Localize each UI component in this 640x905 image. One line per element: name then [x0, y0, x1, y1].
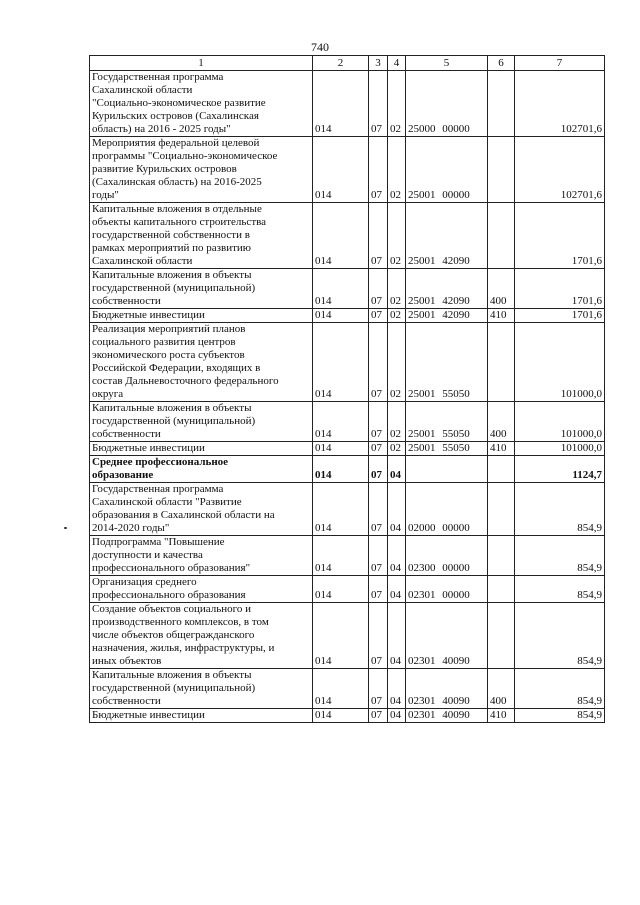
subsection-code-cell: 02: [388, 203, 406, 269]
column-header: 7: [515, 56, 605, 71]
ministry-code-cell: 014: [313, 483, 369, 536]
row-name-cell: Капитальные вложения в отдельные объекты капитального строительства государственной собственности в рамках мероприятий по развитию Сахалинской области: [90, 203, 313, 269]
ministry-code-cell: 014: [313, 669, 369, 709]
amount-cell: 102701,6: [515, 71, 605, 137]
ministry-code-cell: 014: [313, 323, 369, 402]
expense-type-cell: [488, 536, 515, 576]
row-name-cell: Бюджетные инвестиции: [90, 442, 313, 456]
expense-type-cell: 410: [488, 309, 515, 323]
subsection-code-cell: 04: [388, 456, 406, 483]
subsection-code-cell: 04: [388, 669, 406, 709]
column-header: 4: [388, 56, 406, 71]
row-name-cell: Среднее профессиональное образование: [90, 456, 313, 483]
subsection-code-cell: 02: [388, 269, 406, 309]
row-name-cell: Бюджетные инвестиции: [90, 309, 313, 323]
expense-type-cell: [488, 483, 515, 536]
target-article-cell: 25000 00000: [406, 71, 488, 137]
target-article-cell: 25001 00000: [406, 137, 488, 203]
column-header: 2: [313, 56, 369, 71]
subsection-code-cell: 02: [388, 137, 406, 203]
section-code-cell: 07: [369, 669, 388, 709]
table-body: [90, 71, 605, 723]
row-name-cell: Подпрограмма "Повышение доступности и качества профессионального образования": [90, 536, 313, 576]
column-header: 6: [488, 56, 515, 71]
subsection-code-cell: 02: [388, 442, 406, 456]
subsection-code-cell: 02: [388, 323, 406, 402]
ministry-code-cell: 014: [313, 71, 369, 137]
amount-cell: 101000,0: [515, 442, 605, 456]
column-header: 5: [406, 56, 488, 71]
row-name-cell: Государственная программа Сахалинской области "Социально-экономическое развитие Курильских островов (Сахалинская область) на 2016 - 2025 годы": [90, 71, 313, 137]
section-code-cell: 07: [369, 309, 388, 323]
expense-type-cell: [488, 603, 515, 669]
amount-cell: 101000,0: [515, 402, 605, 442]
target-article-cell: 25001 42090: [406, 203, 488, 269]
table-row: [90, 456, 605, 483]
expense-type-cell: [488, 576, 515, 603]
ministry-code-cell: 014: [313, 137, 369, 203]
target-article-cell: 25001 55050: [406, 402, 488, 442]
table-row: [90, 709, 605, 723]
expense-type-cell: [488, 71, 515, 137]
target-article-cell: 02300 00000: [406, 536, 488, 576]
table-row: [90, 576, 605, 603]
target-article-cell: 25001 55050: [406, 323, 488, 402]
target-article-cell: 02301 40090: [406, 669, 488, 709]
amount-cell: 1701,6: [515, 269, 605, 309]
amount-cell: 854,9: [515, 536, 605, 576]
ministry-code-cell: 014: [313, 442, 369, 456]
section-code-cell: 07: [369, 456, 388, 483]
target-article-cell: 25001 42090: [406, 269, 488, 309]
amount-cell: 102701,6: [515, 137, 605, 203]
table-row: [90, 203, 605, 269]
ministry-code-cell: 014: [313, 603, 369, 669]
amount-cell: 1701,6: [515, 309, 605, 323]
table-row: [90, 71, 605, 137]
section-code-cell: 07: [369, 203, 388, 269]
table-row: [90, 483, 605, 536]
target-article-cell: 25001 42090: [406, 309, 488, 323]
scan-mark: [64, 527, 67, 529]
row-name-cell: Бюджетные инвестиции: [90, 709, 313, 723]
section-code-cell: 07: [369, 137, 388, 203]
expense-type-cell: [488, 137, 515, 203]
page-number: 740: [311, 40, 329, 54]
table-row: [90, 269, 605, 309]
ministry-code-cell: 014: [313, 203, 369, 269]
subsection-code-cell: 04: [388, 536, 406, 576]
expense-type-cell: 400: [488, 402, 515, 442]
subsection-code-cell: 02: [388, 309, 406, 323]
section-code-cell: 07: [369, 709, 388, 723]
amount-cell: 854,9: [515, 483, 605, 536]
expense-type-cell: [488, 203, 515, 269]
row-name-cell: Государственная программа Сахалинской области "Развитие образования в Сахалинской области на 2014-2020 годы": [90, 483, 313, 536]
target-article-cell: 02301 40090: [406, 709, 488, 723]
subsection-code-cell: 04: [388, 483, 406, 536]
subsection-code-cell: 02: [388, 402, 406, 442]
table-row: [90, 309, 605, 323]
amount-cell: 854,9: [515, 669, 605, 709]
amount-cell: 101000,0: [515, 323, 605, 402]
ministry-code-cell: 014: [313, 576, 369, 603]
ministry-code-cell: 014: [313, 456, 369, 483]
expense-type-cell: [488, 456, 515, 483]
section-code-cell: 07: [369, 536, 388, 576]
section-code-cell: 07: [369, 71, 388, 137]
column-header: 1: [90, 56, 313, 71]
target-article-cell: 02000 00000: [406, 483, 488, 536]
subsection-code-cell: 04: [388, 576, 406, 603]
expense-type-cell: 410: [488, 709, 515, 723]
section-code-cell: 07: [369, 603, 388, 669]
target-article-cell: 25001 55050: [406, 442, 488, 456]
target-article-cell: 02301 00000: [406, 576, 488, 603]
ministry-code-cell: 014: [313, 269, 369, 309]
expense-type-cell: 400: [488, 669, 515, 709]
amount-cell: 1124,7: [515, 456, 605, 483]
table-row: [90, 603, 605, 669]
table-row: [90, 402, 605, 442]
row-name-cell: Капитальные вложения в объекты государственной (муниципальной) собственности: [90, 402, 313, 442]
row-name-cell: Капитальные вложения в объекты государственной (муниципальной) собственности: [90, 269, 313, 309]
row-name-cell: Капитальные вложения в объекты государственной (муниципальной) собственности: [90, 669, 313, 709]
column-header: 3: [369, 56, 388, 71]
target-article-cell: [406, 456, 488, 483]
ministry-code-cell: 014: [313, 709, 369, 723]
ministry-code-cell: 014: [313, 309, 369, 323]
row-name-cell: Мероприятия федеральной целевой программы "Социально-экономическое развитие Курильских островов (Сахалинская область) на 2016-2025 годы": [90, 137, 313, 203]
budget-table: [89, 55, 605, 723]
table-row: [90, 442, 605, 456]
section-code-cell: 07: [369, 323, 388, 402]
subsection-code-cell: 02: [388, 71, 406, 137]
ministry-code-cell: 014: [313, 536, 369, 576]
section-code-cell: 07: [369, 269, 388, 309]
amount-cell: 854,9: [515, 709, 605, 723]
expense-type-cell: 400: [488, 269, 515, 309]
section-code-cell: 07: [369, 576, 388, 603]
table-row: [90, 536, 605, 576]
subsection-code-cell: 04: [388, 603, 406, 669]
row-name-cell: Реализация мероприятий планов социального развития центров экономического роста субъектов Российской Федерации, входящих в состав Дальневосточного федерального округа: [90, 323, 313, 402]
row-name-cell: Создание объектов социального и производственного комплексов, в том числе объектов общегражданского назначения, жилья, инфраструктуры, и иных объектов: [90, 603, 313, 669]
ministry-code-cell: 014: [313, 402, 369, 442]
table-header-row: [90, 56, 605, 71]
amount-cell: 854,9: [515, 576, 605, 603]
row-name-cell: Организация среднего профессионального образования: [90, 576, 313, 603]
section-code-cell: 07: [369, 442, 388, 456]
table-row: [90, 669, 605, 709]
section-code-cell: 07: [369, 483, 388, 536]
target-article-cell: 02301 40090: [406, 603, 488, 669]
expense-type-cell: [488, 323, 515, 402]
expense-type-cell: 410: [488, 442, 515, 456]
section-code-cell: 07: [369, 402, 388, 442]
subsection-code-cell: 04: [388, 709, 406, 723]
amount-cell: 1701,6: [515, 203, 605, 269]
amount-cell: 854,9: [515, 603, 605, 669]
table-row: [90, 323, 605, 402]
table-row: [90, 137, 605, 203]
